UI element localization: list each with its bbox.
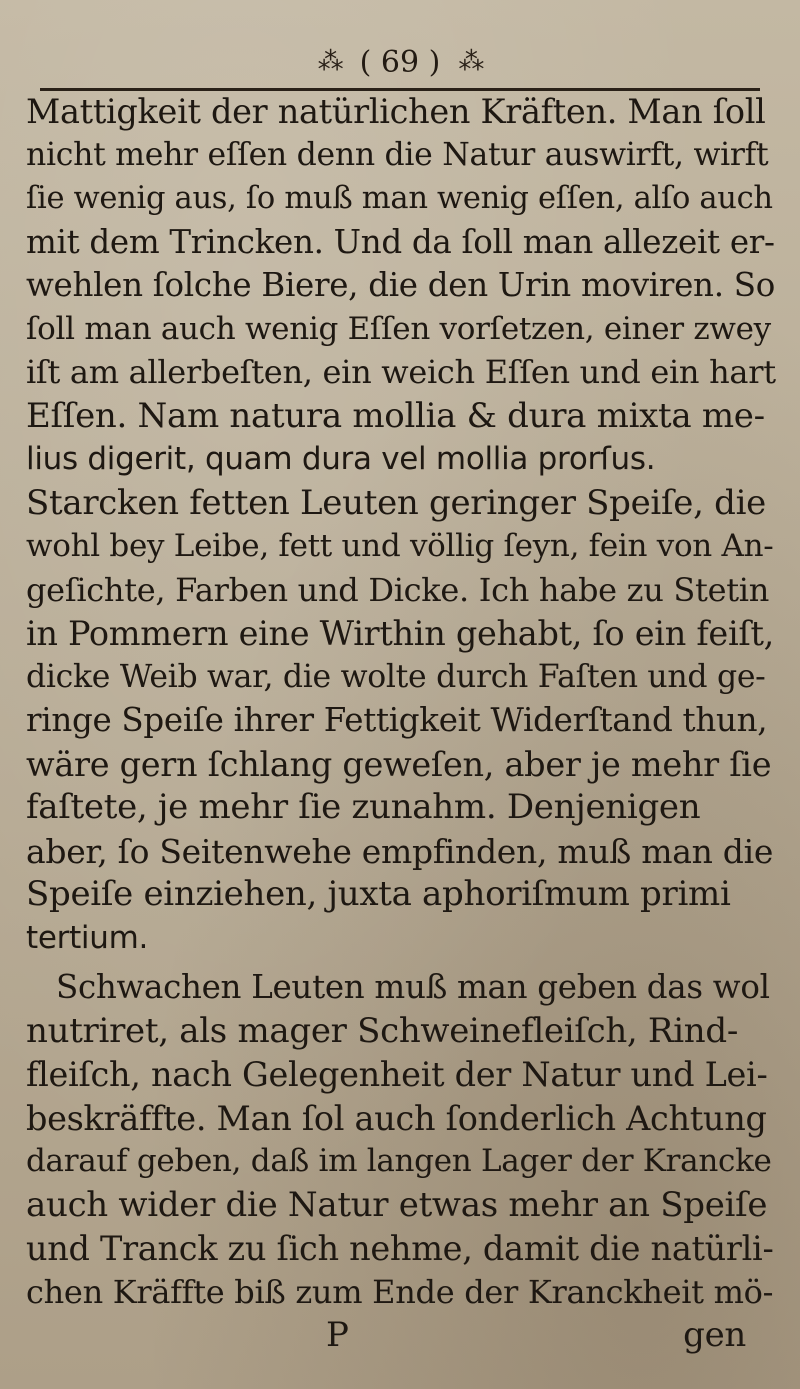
text-line: wohl bey Leibe, fett und völlig ſeyn, fein von An- bbox=[26, 528, 774, 564]
text-line: geſichte, Farben und Dicke. Ich habe zu Stetin bbox=[26, 570, 770, 609]
text-line: Schwachen Leuten muß man geben das wol bbox=[56, 968, 770, 1006]
text-line: darauf geben, daß im langen Lager der Krancke bbox=[26, 1143, 772, 1179]
text-line: chen Kräffte biß zum Ende der Kranckheit mö- bbox=[26, 1272, 774, 1311]
text-line: ringe Speiſe ihrer Fettigkeit Widerſtand thun, bbox=[26, 701, 768, 739]
text-line: dicke Weib war, die wolte durch Faſten und ge- bbox=[26, 658, 766, 695]
text-line: aber, ſo Seitenwehe empfinden, muß man die bbox=[26, 831, 774, 871]
ornament-left-icon: ⁂ bbox=[317, 47, 342, 77]
text-line: auch wider die Natur etwas mehr an Speiſe bbox=[26, 1184, 768, 1225]
text-line: Speiſe einziehen, juxta aphoriſmum primi bbox=[26, 874, 731, 914]
text-line-latin: tertium. bbox=[26, 919, 149, 956]
page-number: ( 69 ) bbox=[359, 44, 441, 80]
catchword: gen bbox=[683, 1315, 746, 1355]
header-center bbox=[230, 40, 570, 84]
page-header bbox=[0, 34, 800, 90]
text-line: fleiſch, nach Gelegenheit der Natur und Lei- bbox=[26, 1055, 768, 1094]
text-line: nicht mehr eſſen denn die Natur auswirft, wirft bbox=[26, 136, 769, 173]
text-line: Eſſen. Nam natura mollia & dura mixta me- bbox=[26, 395, 765, 436]
text-line: beskräffte. Man ſol auch ſonderlich Achtung bbox=[26, 1098, 767, 1138]
text-line: iſt am allerbeſten, ein weich Eſſen und ein hart bbox=[26, 353, 776, 391]
text-line: ſie wenig aus, ſo muß man wenig eſſen, alſo auch bbox=[26, 181, 773, 216]
text-line-latin: lius digerit, quam dura vel mollia prorſus. bbox=[26, 441, 656, 477]
signature-mark: P bbox=[326, 1315, 349, 1355]
text-line: Starcken fetten Leuten geringer Speiſe, die bbox=[26, 482, 766, 523]
text-line: in Pommern eine Wirthin gehabt, ſo ein feiſt, bbox=[26, 614, 774, 653]
body-text bbox=[26, 90, 776, 1358]
text-line: und Tranck zu ſich nehme, damit die natürli- bbox=[26, 1229, 774, 1268]
text-line: Mattigkeit der natürlichen Kräften. Man ſoll bbox=[26, 92, 766, 131]
text-line: ſoll man auch wenig Eſſen vorſetzen, einer zwey bbox=[26, 310, 771, 347]
text-line: nutriret, als mager Schweinefleiſch, Rind- bbox=[26, 1010, 739, 1051]
page-footer bbox=[26, 1314, 776, 1358]
text-line: mit dem Trincken. Und da ſoll man allezeit er- bbox=[26, 222, 775, 261]
text-line: wehlen ſolche Biere, die den Urin moviren. So bbox=[26, 266, 775, 304]
text-line: wäre gern ſchlang geweſen, aber je mehr ſie bbox=[26, 744, 772, 784]
text-line: faſtete, je mehr ſie zunahm. Denjenigen bbox=[26, 787, 701, 827]
ornament-right-icon: ⁂ bbox=[458, 47, 483, 77]
